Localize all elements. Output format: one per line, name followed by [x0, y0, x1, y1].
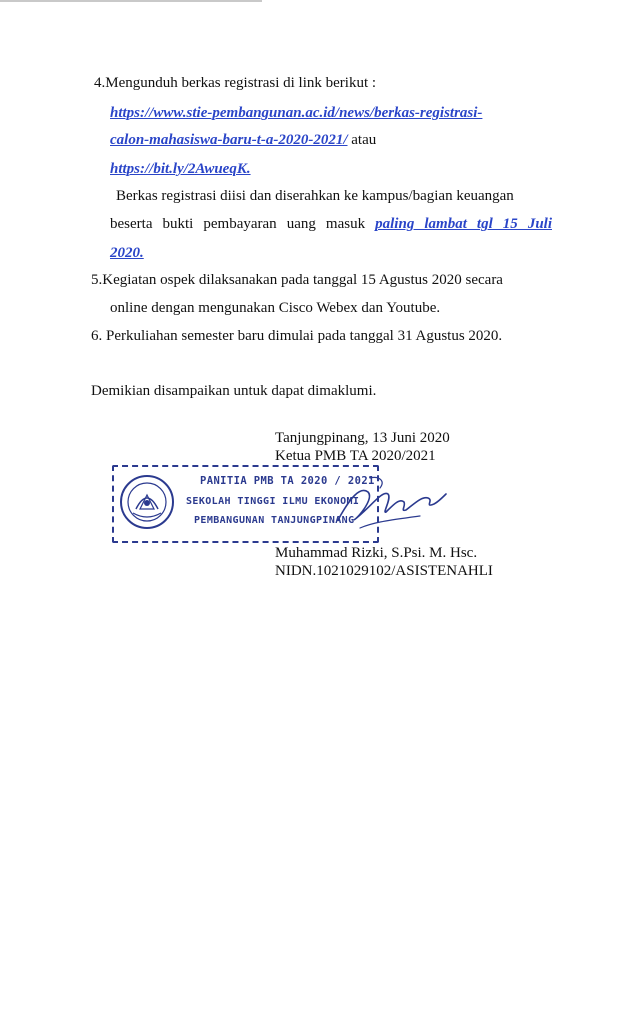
item-5-line-1: 5.Kegiatan ospek dilaksanakan pada tanggal 15 Agustus 2020 secara: [91, 272, 503, 288]
institution-seal-icon: [118, 473, 176, 531]
item-4-paragraph-line-1: Berkas registrasi diisi dan diserahkan ke kampus/bagian keuangan: [116, 188, 514, 204]
place-and-date: Tanjungpinang, 13 Juni 2020: [275, 430, 450, 446]
item-4-paragraph-line-2: [110, 214, 552, 234]
closing-sentence: Demikian disampaikan untuk dapat dimaklumi.: [91, 383, 377, 399]
short-link-line: [110, 159, 251, 179]
stamp-line-2: SEKOLAH TINGGI ILMU EKONOMI: [186, 496, 360, 507]
deadline-link[interactable]: paling lambat tgl 15 Juli: [375, 216, 552, 232]
registration-link-line-2: [110, 130, 376, 150]
handwritten-signature: [330, 468, 450, 538]
atau-text: atau: [347, 132, 377, 148]
item-6-line-1: 6. Perkuliahan semester baru dimulai pada tanggal 31 Agustus 2020.: [91, 328, 503, 344]
signatory-name: Muhammad Rizki, S.Psi. M. Hsc.: [275, 545, 478, 561]
deadline-link-year[interactable]: 2020.: [110, 245, 144, 261]
stamp-line-3: PEMBANGUNAN TANJUNGPINANG: [194, 515, 355, 526]
registration-link-part-2[interactable]: calon-mahasiswa-baru-t-a-2020-2021/: [110, 132, 348, 148]
signatory-nidn: NIDN.1021029102/ASISTENAHLI: [275, 563, 493, 579]
item-5-line-2: online dengan mengunakan Cisco Webex dan Youtube.: [110, 300, 441, 316]
registration-link-part-1[interactable]: https://www.stie-pembangunan.ac.id/news/berkas-registrasi-: [110, 105, 483, 121]
item-4-label: 4.Mengunduh berkas registrasi di link berikut :: [94, 75, 377, 91]
registration-link-line-1[interactable]: [110, 103, 482, 123]
item-4-paragraph-text: beserta bukti pembayaran uang masuk: [110, 216, 376, 232]
item-4-paragraph-line-3: [110, 243, 144, 263]
short-link[interactable]: https://bit.ly/2AwueqK.: [110, 161, 251, 177]
signatory-role: Ketua PMB TA 2020/2021: [275, 448, 436, 464]
top-edge-line: [0, 0, 262, 2]
stamp-line-1: PANITIA PMB TA 2020 / 2021: [200, 475, 375, 487]
